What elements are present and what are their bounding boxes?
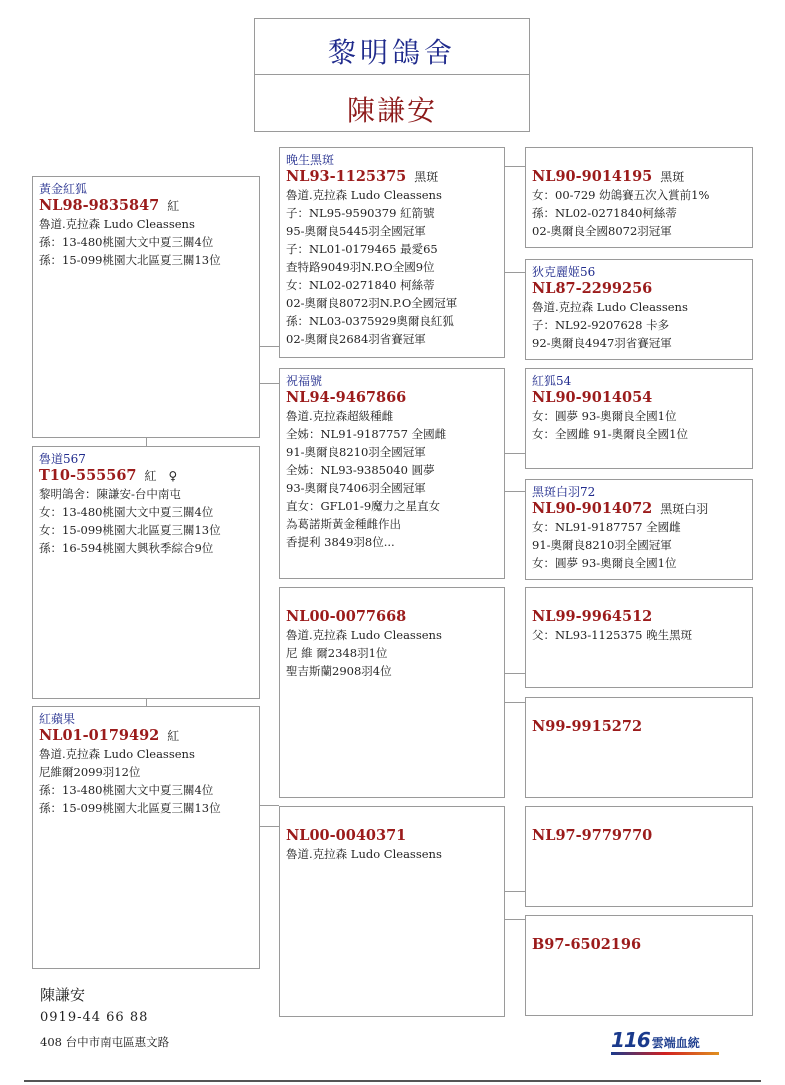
sdd-line: 91-奧爾良8210羽全國冠軍 — [532, 538, 672, 552]
ss-line: 女：NL02-0271840 柯絲蒂 — [286, 278, 435, 292]
subject-ring: T10-555567 — [39, 467, 137, 484]
ddd-card — [525, 915, 753, 1016]
ss-line: 查特路9049羽N.P.O全國9位 — [286, 260, 435, 274]
footer-address: 408 台中市南屯區惠文路 — [40, 1035, 170, 1049]
ss-color: 黑斑 — [414, 170, 439, 184]
ss-ring: NL93-1125375 — [286, 168, 407, 185]
sd-line: 香提利 3849羽8位... — [286, 535, 395, 549]
sds-card — [525, 368, 753, 469]
ss-line: 魯道.克拉森 Ludo Cleassens — [286, 188, 442, 202]
sire-card — [32, 176, 260, 438]
dd-card — [279, 806, 505, 1017]
dam-card — [32, 706, 260, 969]
owner-name: 陳謙安 — [346, 94, 437, 127]
connector-dam-ds — [259, 805, 279, 806]
sire-ring: NL98-9835847 — [39, 197, 160, 214]
dam-ring: NL01-0179492 — [39, 727, 160, 744]
sss-ring: NL90-9014195 — [532, 168, 653, 185]
ds-line: 聖吉斯蘭2908羽4位 — [286, 664, 392, 678]
ss-line: 95-奧爾良5445羽全國冠軍 — [286, 224, 426, 238]
ssd-line: 子：NL92-9207628 卡多 — [532, 318, 670, 332]
subject-line: 孫：16-594桃園大興秋季綜合9位 — [39, 541, 214, 555]
sss-name — [532, 152, 746, 168]
dds-ring: NL97-9779770 — [532, 827, 653, 844]
sdd-line: 女：NL91-9187757 全國雌 — [532, 520, 681, 534]
sd-line: 全姊：NL91-9187757 全國雌 — [286, 427, 447, 441]
sss-line: 女：00-729 幼鴿賽五次入賞前1% — [532, 188, 710, 202]
title-divider — [255, 74, 529, 75]
sdd-card — [525, 479, 753, 580]
sire-line: 魯道.克拉森 Ludo Cleassens — [39, 217, 195, 231]
sdd-ring: NL90-9014072 — [532, 500, 653, 517]
subject-name: 魯道567 — [39, 452, 86, 466]
loft-name: 黎明鴿舍 — [327, 36, 456, 69]
sdd-color: 黑斑白羽 — [660, 502, 709, 516]
ds-line: 魯道.克拉森 Ludo Cleassens — [286, 628, 442, 642]
sd-line: 為葛諾斯黃金種雌作出 — [286, 517, 401, 531]
ss-line: 子：NL01-0179465 最愛65 — [286, 242, 438, 256]
ssd-name: 狄克麗姬56 — [532, 265, 596, 279]
sss-color: 黑斑 — [660, 170, 685, 184]
sss-card — [525, 147, 753, 248]
sd-line: 全姊：NL93-9385040 圓夢 — [286, 463, 435, 477]
dd-ring: NL00-0040371 — [286, 827, 407, 844]
dam-color: 紅 — [167, 729, 180, 743]
sdd-name: 黑斑白羽72 — [532, 485, 596, 499]
sd-ring: NL94-9467866 — [286, 389, 407, 406]
connector-sire-ss — [259, 346, 279, 347]
subject-line: 黎明鴿舍：陳謙安-台中南屯 — [39, 487, 181, 501]
connector-dd-ddd — [504, 919, 525, 920]
sd-line: 直女：GFL01-9魔力之星直女 — [286, 499, 441, 513]
sire-line: 孫：13-480桃園大文中夏三關4位 — [39, 235, 214, 249]
connector-ss-sss — [504, 166, 525, 167]
dss-card — [525, 587, 753, 688]
ddd-ring: B97-6502196 — [532, 936, 642, 953]
connector-ds-dss — [504, 673, 525, 674]
ss-line: 孫：NL03-0375929奧爾良紅狐 — [286, 314, 454, 328]
dsd-card — [525, 697, 753, 798]
subject-line: 女：15-099桃園大北區夏三關13位 — [39, 523, 221, 537]
subject-sex: ♀ — [168, 469, 178, 483]
title-box — [254, 18, 530, 132]
dam-line: 尼維爾2099羽12位 — [39, 765, 141, 779]
dss-ring: NL99-9964512 — [532, 608, 653, 625]
footer-owner-name: 陳謙安 — [40, 986, 86, 1004]
sd-name: 祝福號 — [286, 374, 323, 388]
sss-line: 孫：NL02-0271840柯絲蒂 — [532, 206, 677, 220]
logo-text: 雲端血統 — [651, 1036, 700, 1050]
dam-line: 孫：15-099桃園大北區夏三關13位 — [39, 801, 221, 815]
dam-line: 魯道.克拉森 Ludo Cleassens — [39, 747, 195, 761]
ds-line: 尼 維 爾2348羽1位 — [286, 646, 388, 660]
ss-line: 子：NL95-9590379 紅箭號 — [286, 206, 435, 220]
dss-line: 父：NL93-1125375 晚生黑斑 — [532, 628, 693, 642]
bottom-divider — [24, 1080, 761, 1082]
connector-dam-dd — [259, 826, 279, 827]
connector-sd-sds — [504, 453, 525, 454]
logo-underline — [611, 1052, 719, 1055]
ss-line: 02-奧爾良8072羽N.P.O全國冠軍 — [286, 296, 458, 310]
sd-line: 魯道.克拉森超級種雌 — [286, 409, 394, 423]
sds-ring: NL90-9014054 — [532, 389, 653, 406]
connector-dd-dds — [504, 891, 525, 892]
sire-color: 紅 — [167, 199, 180, 213]
ddd-name — [532, 920, 746, 936]
sds-line: 女：圓夢 93-奧爾良全國1位 — [532, 409, 677, 423]
sire-line: 孫：15-099桃園大北區夏三關13位 — [39, 253, 221, 267]
sd-card — [279, 368, 505, 579]
connector-ss-ssd — [504, 272, 525, 273]
connector-ds-dsd — [504, 702, 525, 703]
dss-name — [532, 592, 746, 608]
dds-card — [525, 806, 753, 907]
ss-card — [279, 147, 505, 358]
connector-sire-sd — [259, 383, 279, 384]
dd-name — [286, 811, 498, 827]
dam-line: 孫：13-480桃園大文中夏三關4位 — [39, 783, 214, 797]
sds-name: 紅狐54 — [532, 374, 572, 388]
sdd-line: 女：圓夢 93-奧爾良全國1位 — [532, 556, 677, 570]
footer-phone: 0919-44 66 88 — [40, 1010, 149, 1025]
sd-line: 93-奧爾良7406羽全國冠軍 — [286, 481, 426, 495]
ss-line: 02-奧爾良2684羽省賽冠軍 — [286, 332, 426, 346]
brand-logo[interactable] — [611, 1028, 726, 1056]
ssd-card — [525, 259, 753, 360]
ds-ring: NL00-0077668 — [286, 608, 407, 625]
ds-card — [279, 587, 505, 798]
sd-line: 91-奧爾良8210羽全國冠軍 — [286, 445, 426, 459]
ssd-line: 魯道.克拉森 Ludo Cleassens — [532, 300, 688, 314]
ssd-line: 92-奧爾良4947羽省賽冠軍 — [532, 336, 672, 350]
dsd-name — [532, 702, 746, 718]
dam-name: 紅蘋果 — [39, 712, 76, 726]
subject-color: 紅 — [144, 469, 157, 483]
dd-line: 魯道.克拉森 Ludo Cleassens — [286, 847, 442, 861]
dds-name — [532, 811, 746, 827]
connector-sd-sdd — [504, 491, 525, 492]
logo-number: 116 — [611, 1028, 650, 1052]
ds-name — [286, 592, 498, 608]
sss-line: 02-奧爾良全國8072羽冠軍 — [532, 224, 672, 238]
ssd-ring: NL87-2299256 — [532, 280, 653, 297]
sds-line: 女：全國雌 91-奧爾良全國1位 — [532, 427, 688, 441]
subject-card — [32, 446, 260, 699]
ss-name: 晚生黑斑 — [286, 153, 335, 167]
dsd-ring: N99-9915272 — [532, 718, 643, 735]
subject-line: 女：13-480桃園大文中夏三關4位 — [39, 505, 214, 519]
sire-name: 黃金紅狐 — [39, 182, 88, 196]
